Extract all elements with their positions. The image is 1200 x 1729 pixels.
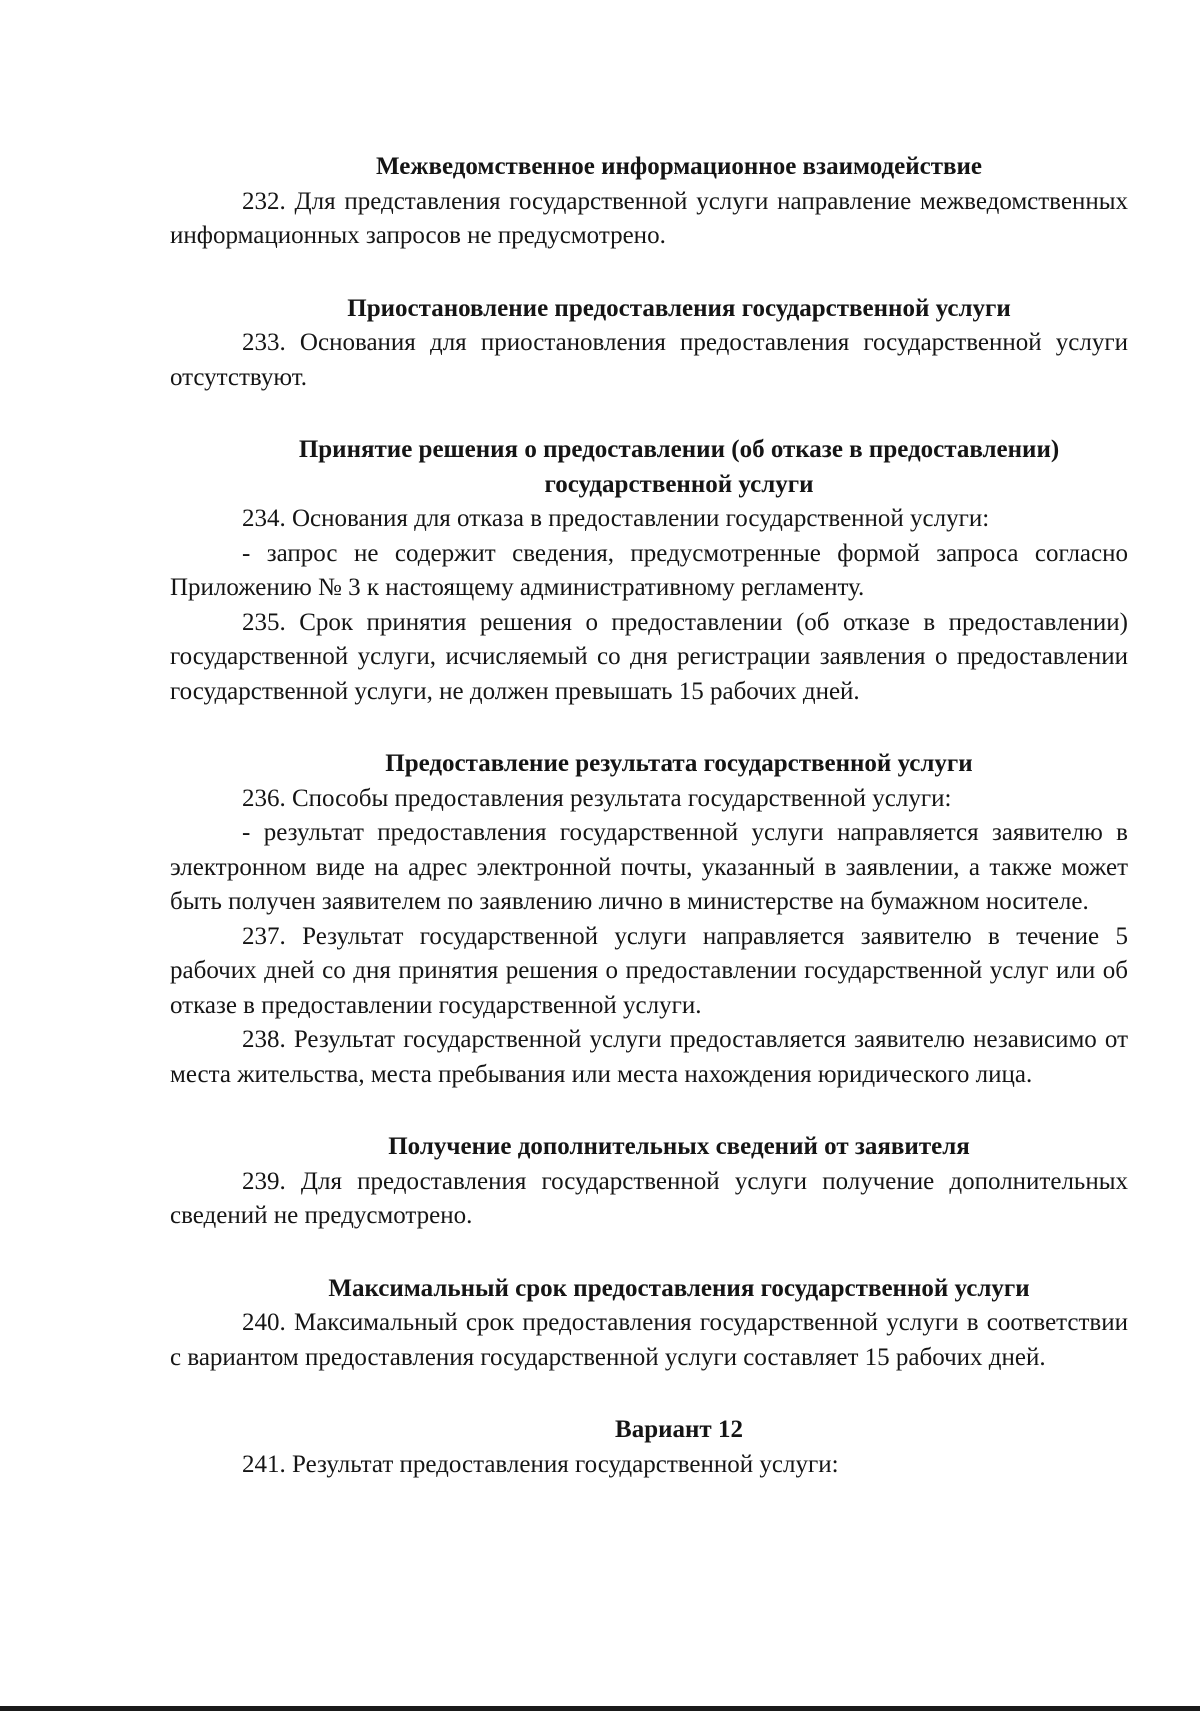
section-max-term: [170, 1272, 1128, 1376]
document-page: [170, 150, 1128, 1482]
section-variant-12: [170, 1413, 1128, 1482]
section-decision: [170, 433, 1128, 709]
paragraph-239: 239. Для предоставления государственной услуги получение дополнительных сведений не предусмотрено.: [170, 1167, 1128, 1229]
section-heading: Максимальный срок предоставления государственной услуги: [328, 1274, 1030, 1302]
paragraph-235: 235. Срок принятия решения о предоставлении (об отказе в предоставлении) государственной услуги, исчисляемый со дня регистрации заявления о предоставлении государственной услуги, не должен превышать 15 рабочих дней.: [170, 608, 1128, 705]
paragraph-234: 234. Основания для отказа в предоставлении государственной услуги:: [242, 505, 990, 532]
section-heading-line-2: государственной услуги: [544, 470, 814, 498]
paragraph-237: 237. Результат государственной услуги направляется заявителю в течение 5 рабочих дней со дня принятия решения о предоставлении государственной услуг или об отказе в предоставлении государственной услуги.: [170, 922, 1128, 1019]
section-heading: Приостановление предоставления государственной услуги: [347, 294, 1011, 322]
section-result-delivery: [170, 747, 1128, 1092]
section-heading: Межведомственное информационное взаимодействие: [376, 153, 982, 180]
paragraph-238: 238. Результат государственной услуги предоставляется заявителю независимо от места жительства, места пребывания или места нахождения юридического лица.: [170, 1026, 1128, 1088]
section-heading: Предоставление результата государственной услуги: [385, 750, 973, 777]
paragraph-232: 232. Для представления государственной услуги направление межведомственных информационных запросов не предусмотрено.: [170, 187, 1128, 249]
paragraph-236-item: - результат предоставления государственной услуги направляется заявителю в электронном виде на адрес электронной почты, указанный в заявлении, а также может быть получен заявителем по заявлению лично в министерстве на бумажном носителе.: [170, 819, 1128, 915]
paragraph-236: 236. Способы предоставления результата государственной услуги:: [242, 784, 952, 812]
paragraph-234-item: - запрос не содержит сведения, предусмотренные формой запроса согласно Приложению № 3 к настоящему административному регламенту.: [170, 539, 1128, 601]
section-additional-info: [170, 1130, 1128, 1234]
bottom-border-line: [0, 1706, 1200, 1711]
paragraph-233: 233. Основания для приостановления предоставления государственной услуги отсутствуют.: [170, 329, 1128, 391]
section-suspension: [170, 292, 1128, 396]
section-heading: Вариант 12: [615, 1416, 743, 1443]
paragraph-241: 241. Результат предоставления государственной услуги:: [242, 1450, 839, 1478]
paragraph-240: 240. Максимальный срок предоставления государственной услуги в соответствии с вариантом предоставления государственной услуги составляет 15 рабочих дней.: [170, 1309, 1128, 1371]
section-interagency: [170, 150, 1128, 254]
section-heading: Получение дополнительных сведений от заявителя: [388, 1133, 970, 1160]
section-heading-line-1: Принятие решения о предоставлении (об отказе в предоставлении): [298, 436, 1060, 463]
